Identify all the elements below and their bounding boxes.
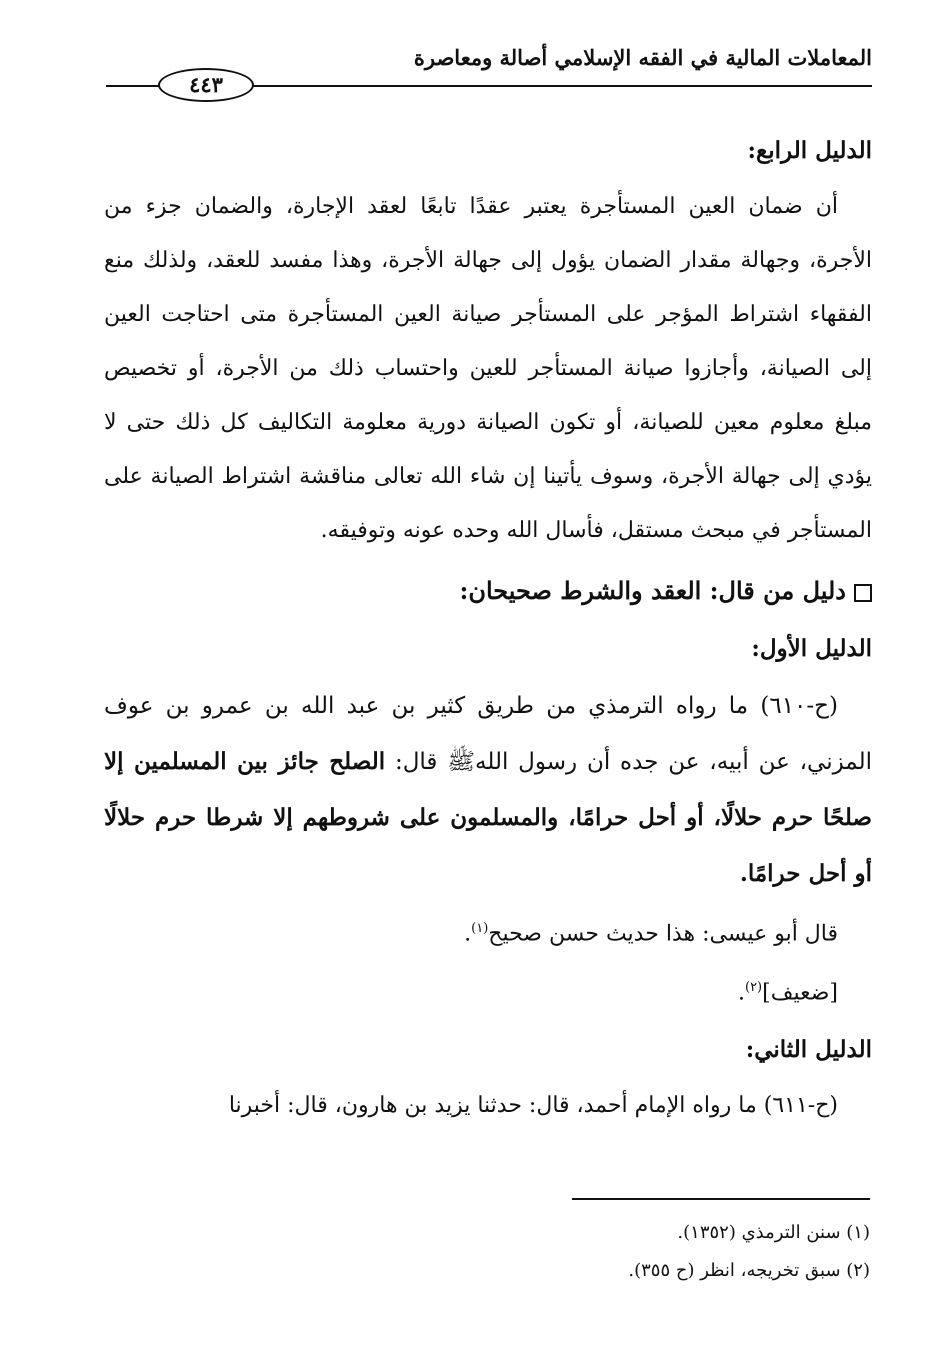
- footnote-ref-2[interactable]: (٢): [744, 980, 763, 996]
- heading-first-evidence: الدليل الأول:: [751, 635, 872, 662]
- footnote-rule: [572, 1198, 870, 1200]
- footnote-2: (٢) سبق تخريجه، انظر (ح ٣٥٥).: [628, 1260, 870, 1281]
- section-heading-text: دليل من قال: العقد والشرط صحيحان:: [459, 576, 846, 605]
- abu-isa-text: قال أبو عيسى: هذا حديث حسن صحيح: [488, 921, 838, 947]
- hadith-610: [104, 678, 872, 902]
- abu-isa-quote: [104, 902, 872, 961]
- period: .: [737, 980, 745, 1006]
- hadith-610-chain: (ح-٦١٠) ما رواه الترمذي من طريق كثير بن عبد الله بن عمرو بن عوف المزني، عن أبيه، عن جده أن رسول اللهﷺ قال:: [104, 693, 873, 775]
- grading-line: [104, 961, 872, 1020]
- page-number-badge: ٤٤٣: [158, 68, 254, 102]
- heading-fourth-evidence: الدليل الرابع:: [747, 137, 872, 164]
- hadith-611: (ح-٦١١) ما رواه الإمام أحمد، قال: حدثنا يزيد بن هارون، قال: أخبرنا: [228, 1092, 838, 1118]
- running-title: المعاملات المالية في الفقه الإسلامي أصالة ومعاصرة: [413, 45, 872, 70]
- heading-second-evidence: الدليل الثاني:: [745, 1035, 872, 1063]
- hadith-610-text: الصلح جائز بين المسلمين إلا صلحًا حرم حلالًا، أو أحل حرامًا، والمسلمون على شروطهم إلا شرطا حرم حلالًا أو أحل حرامًا.: [104, 748, 872, 887]
- checkbox-icon: [854, 584, 872, 602]
- footnote-1: (١) سنن الترمذي (١٣٥٢).: [677, 1222, 870, 1243]
- paragraph-fourth-evidence: أن ضمان العين المستأجرة يعتبر عقدًا تابعًا لعقد الإجارة، والضمان جزء من الأجرة، وجهالة مقدار الضمان يؤول إلى جهالة الأجرة، وهذا مفسد للعقد، ولذلك منع الفقهاء اشتراط المؤجر على المستأجر صيانة العين المستأجرة متى احتاجت العين إلى الصيانة، وأجازوا صيانة المستأجر للعين واحتساب ذلك من الأجرة، أو تخصيص مبلغ معلوم معين للصيانة، أو تكون الصيانة دورية معلومة التكاليف كل ذلك حتى لا يؤدي إلى جهالة الأجرة، وسوف يأتينا إن شاء الله تعالى مناقشة اشتراط الصيانة على المستأجر في مبحث مستقل، فأسال الله وحده عونه وتوفيقه.: [104, 194, 872, 543]
- footnote-ref-1[interactable]: (١): [471, 921, 489, 936]
- period: .: [464, 921, 472, 947]
- section-heading: [104, 562, 872, 620]
- footnotes: [104, 1214, 872, 1290]
- page-body: [104, 122, 872, 1133]
- grading-text: [ضعيف]: [762, 980, 838, 1006]
